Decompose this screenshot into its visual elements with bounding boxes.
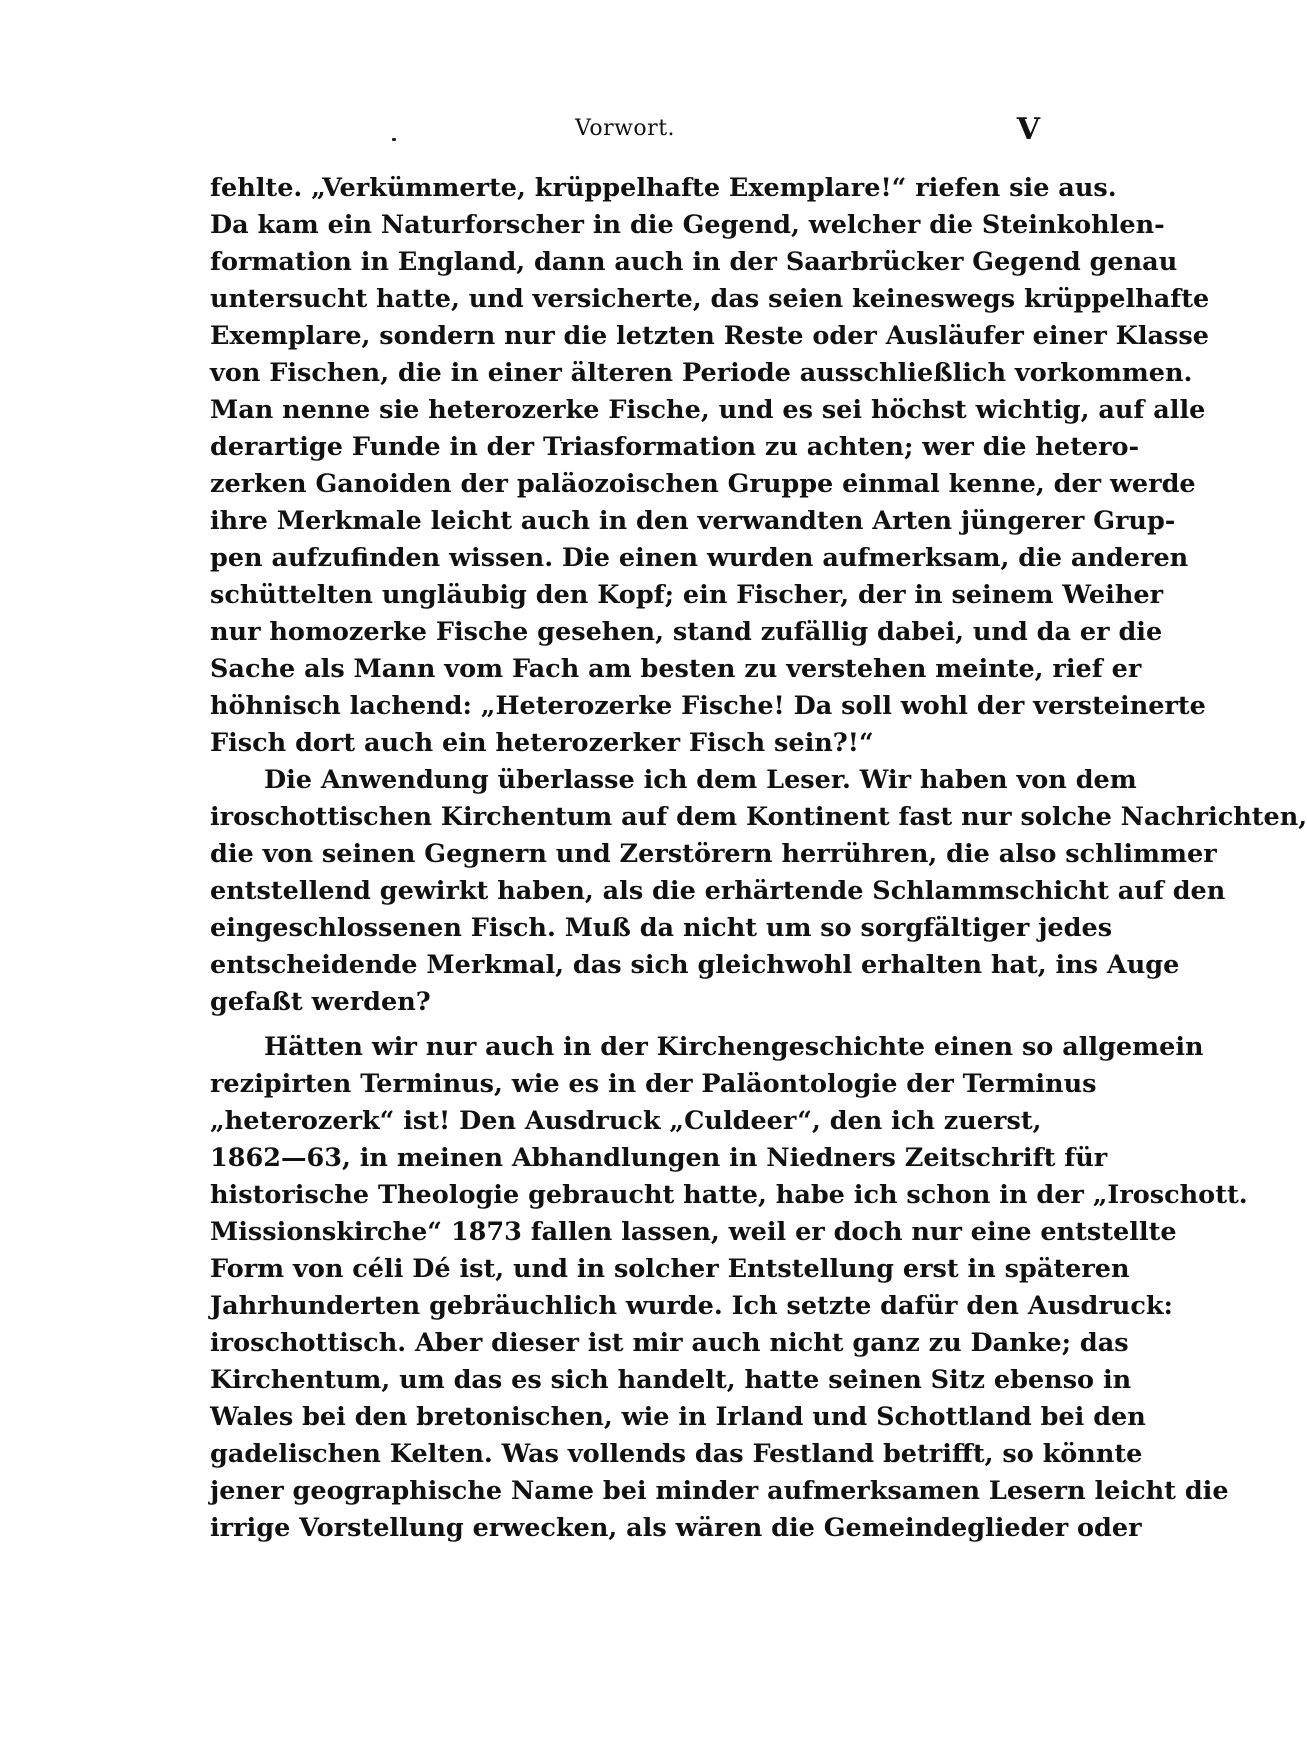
text-line: ihre Merkmale leicht auch in den verwandten Arten jüngerer Grup- <box>210 506 1176 536</box>
text-line: fehlte. „Verkümmerte, krüppelhafte Exemplare!“ riefen sie aus. <box>210 173 1117 203</box>
text-line: Kirchentum, um das es sich handelt, hatte seinen Sitz ebenso in <box>210 1365 1132 1395</box>
text-line: historische Theologie gebraucht hatte, habe ich schon in der „Iroschott. <box>210 1180 1248 1210</box>
text-line: pen aufzufinden wissen. Die einen wurden aufmerksam, die anderen <box>210 543 1189 573</box>
body-text <box>210 170 1307 1547</box>
text-line: iroschottischen Kirchentum auf dem Kontinent fast nur solche Nachrichten, <box>210 802 1307 832</box>
text-line: schüttelten ungläubig den Kopf; ein Fischer, der in seinem Weiher <box>210 580 1164 610</box>
text-line: Hätten wir nur auch in der Kirchengeschichte einen so allgemein <box>264 1032 1204 1062</box>
text-line: Missionskirche“ 1873 fallen lassen, weil er doch nur eine entstellte <box>210 1217 1177 1247</box>
text-line: Sache als Mann vom Fach am besten zu verstehen meinte, rief er <box>210 654 1142 684</box>
text-line: gefaßt werden? <box>210 987 431 1017</box>
text-line: derartige Funde in der Triasformation zu achten; wer die hetero- <box>210 432 1140 462</box>
text-line: Da kam ein Naturforscher in die Gegend, welcher die Steinkohlen- <box>210 210 1165 240</box>
text-line: Exemplare, sondern nur die letzten Reste oder Ausläufer einer Klasse <box>210 321 1209 351</box>
page-number: V <box>1016 112 1040 147</box>
text-line: von Fischen, die in einer älteren Periode ausschließlich vorkommen. <box>210 358 1193 388</box>
text-line: irrige Vorstellung erwecken, als wären die Gemeindeglieder oder <box>210 1513 1142 1543</box>
running-head <box>210 112 1040 152</box>
text-line: iroschottisch. Aber dieser ist mir auch nicht ganz zu Danke; das <box>210 1328 1129 1358</box>
text-line: höhnisch lachend: „Heterozerke Fische! Da soll wohl der versteinerte <box>210 691 1206 721</box>
text-line: jener geographische Name bei minder aufmerksamen Lesern leicht die <box>210 1476 1229 1506</box>
text-line: untersucht hatte, und versicherte, das seien keineswegs krüppelhafte <box>210 284 1210 314</box>
text-line: gadelischen Kelten. Was vollends das Festland betrifft, so könnte <box>210 1439 1143 1469</box>
text-line: die von seinen Gegnern und Zerstörern herrühren, die also schlimmer <box>210 839 1217 869</box>
text-line: 1862—63, in meinen Abhandlungen in Niedners Zeitschrift für <box>210 1143 1108 1173</box>
text-line: entstellend gewirkt haben, als die erhärtende Schlammschicht auf den <box>210 876 1226 906</box>
text-line: „heterozerk“ ist! Den Ausdruck „Culdeer“, den ich zuerst, <box>210 1106 1042 1136</box>
text-line: eingeschlossenen Fisch. Muß da nicht um so sorgfältiger jedes <box>210 913 1113 943</box>
text-line: Die Anwendung überlasse ich dem Leser. Wir haben von dem <box>264 765 1137 795</box>
text-line: Fisch dort auch ein heterozerker Fisch sein?!“ <box>210 728 874 758</box>
paragraph <box>210 762 1307 1021</box>
text-line: Man nenne sie heterozerke Fische, und es sei höchst wichtig, auf alle <box>210 395 1206 425</box>
running-title: Vorwort. <box>574 116 676 141</box>
text-line: Jahrhunderten gebräuchlich wurde. Ich setzte dafür den Ausdruck: <box>210 1291 1173 1321</box>
text-line: zerken Ganoiden der paläozoischen Gruppe einmal kenne, der werde <box>210 469 1196 499</box>
text-line: Form von céli Dé ist, und in solcher Entstellung erst in späteren <box>210 1254 1130 1284</box>
text-line: Wales bei den bretonischen, wie in Irland und Schottland bei den <box>210 1402 1146 1432</box>
text-line: entscheidende Merkmal, das sich gleichwohl erhalten hat, ins Auge <box>210 950 1180 980</box>
text-line: nur homozerke Fische gesehen, stand zufällig dabei, und da er die <box>210 617 1163 647</box>
paragraph <box>210 1029 1248 1547</box>
paragraph-continuation <box>210 170 1210 762</box>
text-line: rezipirten Terminus, wie es in der Paläontologie der Terminus <box>210 1069 1097 1099</box>
text-line: formation in England, dann auch in der Saarbrücker Gegend genau <box>210 247 1178 277</box>
